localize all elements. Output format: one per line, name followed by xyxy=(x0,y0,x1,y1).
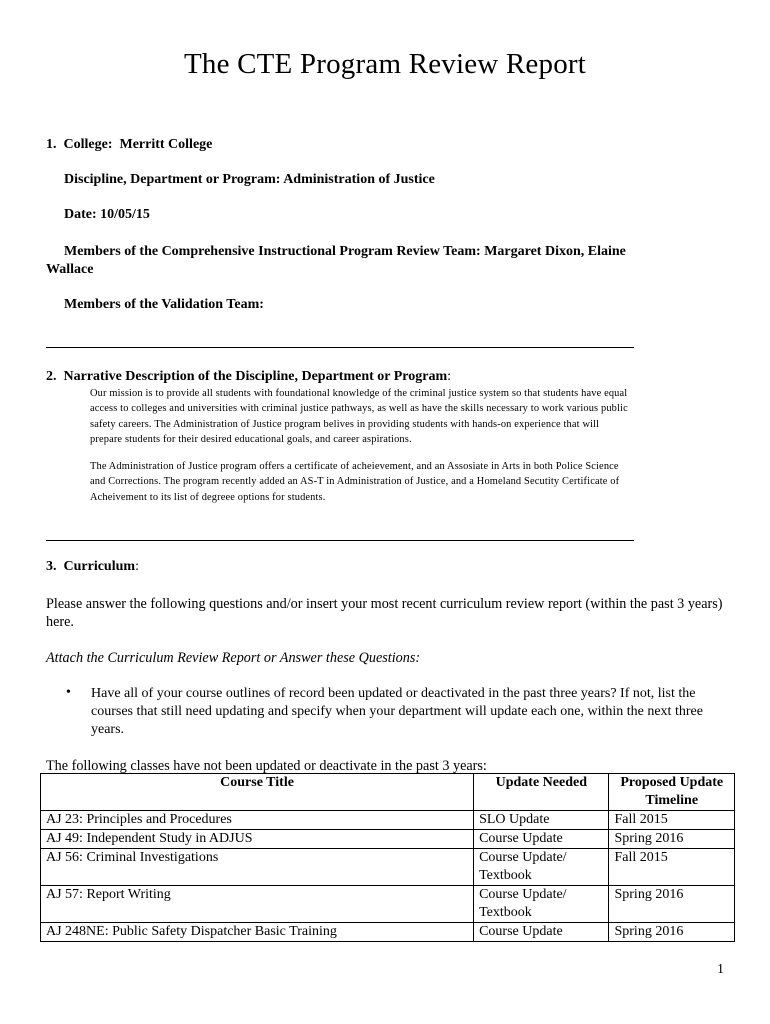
table-row xyxy=(41,811,735,830)
review-team-line1: Members of the Comprehensive Instructional Program Review Team: Margaret Dixon, Elaine xyxy=(64,244,626,259)
narrative-line: prepare students for their desired educational goals, and career aspirations. xyxy=(90,433,412,445)
cell-course: AJ 49: Independent Study in ADJUS xyxy=(41,830,474,849)
review-team-line2: Wallace xyxy=(46,262,94,277)
table-intro: The following classes have not been updated or deactivate in the past 3 years: xyxy=(46,758,487,774)
section3-heading xyxy=(46,559,139,575)
narrative-paragraph-1 xyxy=(90,386,730,447)
college-field xyxy=(46,137,212,153)
page-title: The CTE Program Review Report xyxy=(183,48,587,80)
narrative-line: The Administration of Justice program offers a certificate of acheievement, and an Assosiate in Arts in both Police Science xyxy=(90,461,619,472)
courses-table xyxy=(40,773,735,942)
header-course-title: Course Title xyxy=(41,774,474,811)
date-label: Date: xyxy=(64,207,97,222)
section-divider xyxy=(46,540,634,541)
cell-timeline: Fall 2015 xyxy=(609,811,735,830)
validation-team-label: Members of the Validation Team: xyxy=(64,297,264,312)
cell-update: Course Update xyxy=(474,830,609,849)
discipline-value: Administration of Justice xyxy=(283,172,435,187)
section3-number: 3. xyxy=(46,559,57,574)
cell-course: AJ 57: Report Writing xyxy=(41,886,474,923)
narrative-line: Acheivement to its list of degreee options for students. xyxy=(90,491,326,503)
table-row xyxy=(41,849,735,886)
cell-timeline: Spring 2016 xyxy=(609,886,735,923)
bullet-icon: • xyxy=(66,685,71,700)
section2-colon: : xyxy=(447,369,452,384)
table-row xyxy=(41,923,735,942)
narrative-paragraph-2 xyxy=(90,459,730,505)
cell-update: SLO Update xyxy=(474,811,609,830)
cell-timeline: Spring 2016 xyxy=(609,830,735,849)
college-value: Merritt College xyxy=(119,137,213,152)
date-field xyxy=(64,207,150,223)
header-proposed-timeline-text: Proposed Update Timeline xyxy=(620,775,724,808)
narrative-line: safety careers. The Administration of Justice program belives in providing students with hands-on experience that will xyxy=(90,418,600,430)
bullet-question: Have all of your course outlines of record been updated or deactivated in the past three years? If not, list the courses that still need updating and specify when your department will update each one, within the next three years. xyxy=(91,686,703,737)
narrative-line: Our mission is to provide all students with foundational knowledge of the criminal justice system so that students have equal xyxy=(90,388,628,399)
section3-colon: : xyxy=(135,559,139,574)
cell-timeline: Spring 2016 xyxy=(609,923,735,942)
section2-title: Narrative Description of the Discipline, Department or Program xyxy=(63,369,448,384)
narrative-line: and Corrections. The program recently added an AS-T in Administration of Justice, and a Homeland Secutity Certificate of xyxy=(90,476,620,488)
curriculum-instructions: Please answer the following questions and/or insert your most recent curriculum review report (within the past 3 years) here. xyxy=(46,596,723,630)
discipline-field xyxy=(64,172,435,188)
college-label: College: xyxy=(63,137,113,152)
discipline-label: Discipline, Department or Program: xyxy=(64,172,281,187)
cell-course: AJ 248NE: Public Safety Dispatcher Basic Training xyxy=(41,923,474,942)
table-row xyxy=(41,830,735,849)
cell-update: Course Update/ Textbook xyxy=(474,886,609,923)
section2-heading xyxy=(46,369,451,385)
cell-timeline: Fall 2015 xyxy=(609,849,735,886)
table-row xyxy=(41,886,735,923)
table-header-row xyxy=(41,774,735,811)
narrative-line: access to colleges and universities with criminal justice pathways, as well as have the skills necessary to work various public xyxy=(90,403,628,415)
cell-update: Course Update/ Textbook xyxy=(474,849,609,886)
section2-number: 2. xyxy=(46,369,57,384)
cell-course: AJ 23: Principles and Procedures xyxy=(41,811,474,830)
attach-note: Attach the Curriculum Review Report or Answer these Questions: xyxy=(46,650,421,666)
section1-number: 1. xyxy=(46,137,57,152)
cell-course: AJ 56: Criminal Investigations xyxy=(41,849,474,886)
page-number: 1 xyxy=(717,962,724,977)
section-divider xyxy=(46,347,634,348)
date-value: 10/05/15 xyxy=(100,207,150,222)
cell-update: Course Update xyxy=(474,923,609,942)
header-proposed-timeline xyxy=(609,774,735,811)
section3-title: Curriculum xyxy=(63,559,136,574)
header-update-needed: Update Needed xyxy=(474,774,609,811)
